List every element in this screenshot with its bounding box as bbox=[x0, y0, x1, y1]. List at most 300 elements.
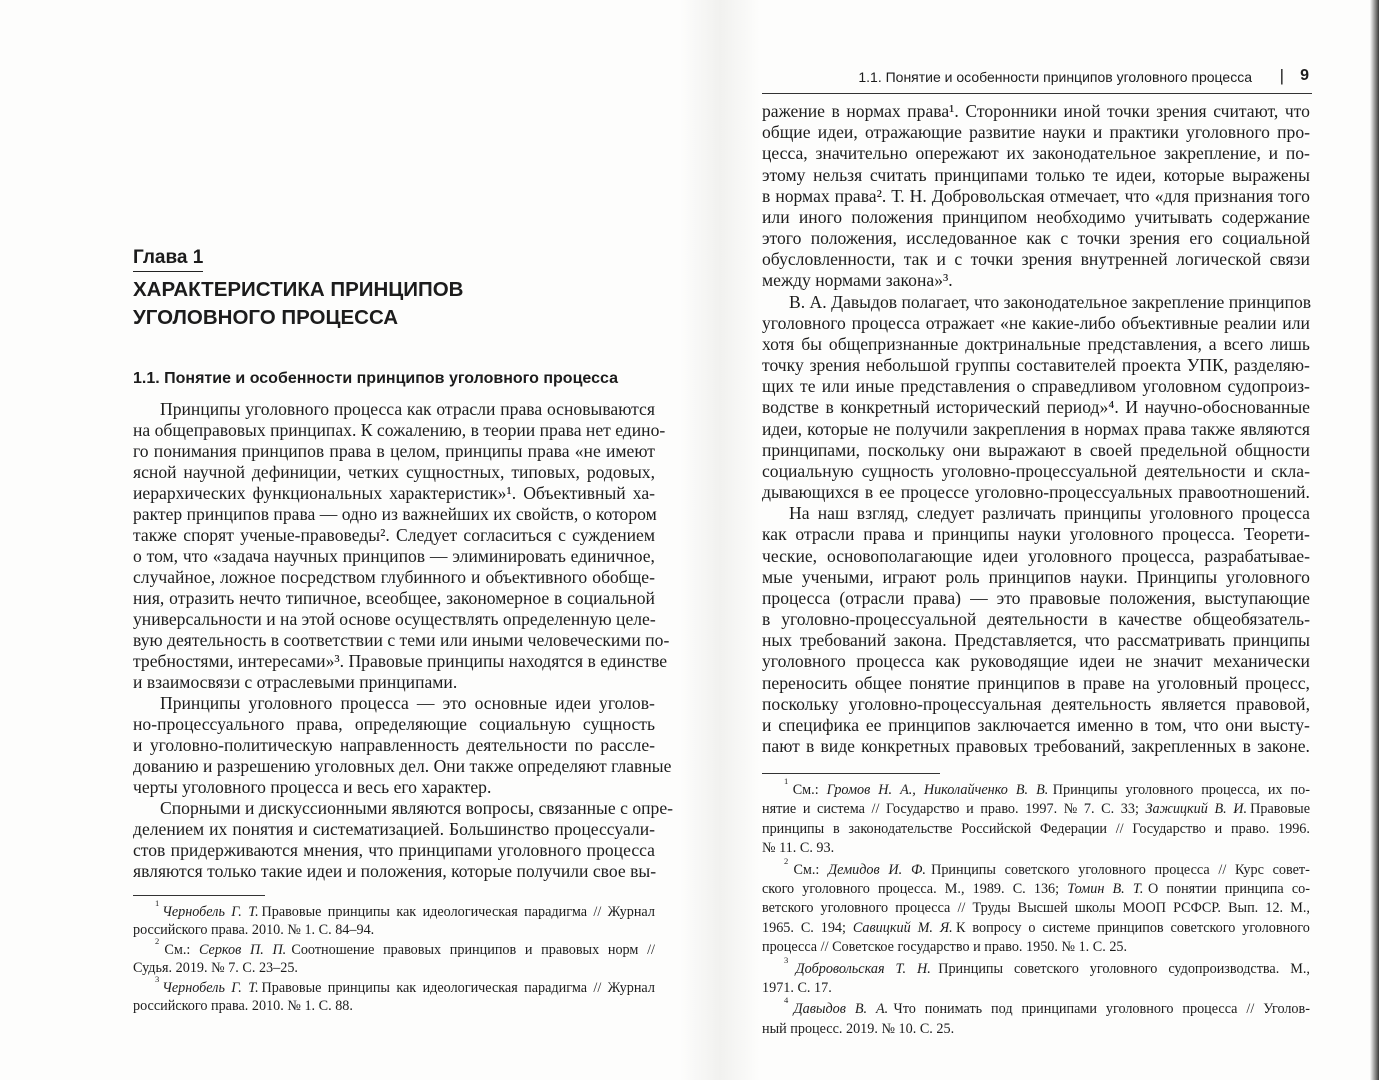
word: на bbox=[1132, 672, 1155, 693]
word: принципы bbox=[327, 904, 394, 920]
word: как bbox=[406, 399, 436, 419]
text-line bbox=[762, 630, 1310, 651]
word: идеологическая bbox=[422, 980, 522, 996]
word: значительно bbox=[815, 143, 913, 164]
word: науки bbox=[1042, 122, 1091, 143]
word: процесса bbox=[1154, 861, 1214, 878]
word: А., bbox=[900, 782, 920, 798]
word: скла- bbox=[1271, 460, 1310, 481]
word: суждением bbox=[572, 525, 655, 545]
word: // bbox=[1246, 1001, 1258, 1018]
word: этой bbox=[301, 609, 340, 629]
word: отражает bbox=[925, 312, 999, 333]
left-page-body bbox=[133, 399, 673, 882]
word: 33; bbox=[1120, 801, 1143, 818]
word: нет bbox=[585, 420, 616, 440]
word: и bbox=[973, 939, 985, 956]
text-line bbox=[762, 609, 1310, 630]
word: идеи bbox=[1079, 651, 1120, 672]
word: С. bbox=[1101, 801, 1118, 818]
word: законодательное bbox=[1003, 291, 1132, 312]
word: «задача bbox=[212, 546, 274, 566]
word: общности bbox=[1235, 439, 1310, 460]
word: вы- bbox=[630, 861, 657, 881]
text-line bbox=[762, 249, 1310, 270]
word: ха- bbox=[632, 483, 655, 503]
word: идеологическая bbox=[422, 904, 522, 920]
word: взаимосвязи bbox=[146, 672, 245, 692]
word: процесса bbox=[1241, 503, 1310, 524]
word: точки bbox=[1107, 101, 1155, 121]
word: и bbox=[802, 801, 814, 818]
word: правовой, bbox=[1236, 693, 1310, 714]
word: принципов bbox=[186, 504, 274, 524]
word: 12. bbox=[1265, 900, 1287, 917]
word: являются bbox=[391, 798, 466, 818]
word: учитывать bbox=[1134, 206, 1217, 227]
word: бы bbox=[801, 333, 827, 354]
word: или bbox=[1282, 312, 1310, 333]
text-line bbox=[133, 735, 655, 756]
word: права bbox=[273, 504, 320, 524]
word: Уголов- bbox=[1263, 1001, 1310, 1018]
word: этого bbox=[762, 228, 806, 249]
word: С. bbox=[318, 922, 336, 938]
text-line bbox=[762, 207, 1310, 228]
word: совет- bbox=[1272, 861, 1310, 878]
text-line bbox=[133, 672, 655, 693]
word: о bbox=[1028, 919, 1039, 936]
word: их bbox=[1006, 143, 1030, 164]
word: группы bbox=[955, 355, 1015, 376]
word: так bbox=[903, 249, 933, 270]
word: закрепление, bbox=[1163, 143, 1266, 164]
word: права¹. bbox=[907, 101, 964, 121]
text-line bbox=[762, 673, 1310, 694]
word: — bbox=[970, 587, 993, 608]
word: процесса bbox=[270, 777, 344, 797]
word: точки bbox=[1077, 228, 1125, 249]
word: того bbox=[1278, 185, 1310, 206]
word: Правовые bbox=[261, 980, 325, 996]
word: отмечает, bbox=[1049, 185, 1125, 206]
word: уголовного bbox=[762, 651, 851, 672]
word: процесса, bbox=[1121, 545, 1199, 566]
word: уголовного bbox=[1078, 861, 1150, 878]
word: 1965. bbox=[762, 919, 798, 936]
word: четких bbox=[347, 462, 404, 482]
running-header-title: 1.1. Понятие и особенности принципов уголовного процесса bbox=[858, 69, 1252, 85]
word: в bbox=[831, 101, 845, 121]
word: в bbox=[762, 185, 775, 206]
word: Правовые bbox=[261, 904, 325, 920]
footnote-number: 1 bbox=[784, 776, 789, 786]
word: процессе bbox=[900, 482, 974, 503]
word: те bbox=[1092, 164, 1113, 185]
word: точки bbox=[970, 249, 1018, 270]
word: Спорными bbox=[160, 798, 245, 818]
word: ученые-правоведы². bbox=[240, 525, 395, 545]
word: Н. bbox=[917, 960, 931, 977]
word: На bbox=[789, 503, 814, 524]
word: принципов bbox=[1228, 291, 1312, 312]
word: Государство bbox=[1132, 820, 1210, 837]
footnote-line bbox=[762, 880, 1310, 899]
chapter-label: Глава 1 bbox=[133, 247, 203, 272]
word: Я. bbox=[939, 919, 953, 936]
text-line bbox=[133, 462, 655, 483]
footnote-line bbox=[762, 979, 1310, 998]
word: нормами bbox=[815, 270, 886, 291]
word: Давыдов bbox=[793, 1001, 850, 1018]
word: 1996. bbox=[1278, 820, 1310, 837]
text-line bbox=[762, 715, 1310, 736]
word: принципами bbox=[1021, 1001, 1101, 1018]
chapter-title bbox=[133, 276, 463, 332]
text-line bbox=[133, 861, 655, 882]
word: стов bbox=[133, 840, 170, 860]
word: Федерации bbox=[1039, 820, 1111, 837]
word: И bbox=[1125, 397, 1143, 418]
word: принципов bbox=[977, 672, 1065, 693]
text-line bbox=[762, 397, 1310, 418]
word: нятие bbox=[762, 801, 800, 818]
word: 1. bbox=[304, 998, 319, 1014]
word: 1971. bbox=[762, 980, 798, 997]
word: С. bbox=[1092, 939, 1110, 956]
word: весь bbox=[356, 777, 394, 797]
word: наш bbox=[817, 503, 853, 524]
word: закрепления bbox=[972, 418, 1071, 439]
word: важнейших bbox=[402, 504, 494, 524]
word: 7. bbox=[1083, 801, 1099, 818]
running-header-separator: | bbox=[1279, 66, 1284, 85]
word: 7. bbox=[228, 960, 243, 976]
word: // bbox=[957, 900, 969, 917]
word: они bbox=[1225, 714, 1258, 735]
word: закона»³. bbox=[885, 270, 953, 291]
word: закрепленных bbox=[1131, 736, 1241, 757]
word: норм bbox=[607, 942, 642, 958]
word: МООП bbox=[1122, 900, 1170, 917]
word: выражают bbox=[988, 439, 1070, 460]
word: 84–94. bbox=[335, 922, 375, 938]
word: Т. bbox=[248, 980, 259, 996]
word: находятся bbox=[508, 651, 588, 671]
word: понимать bbox=[924, 1001, 986, 1018]
word: и bbox=[762, 714, 776, 735]
word: свое bbox=[592, 861, 631, 881]
word: в bbox=[1098, 609, 1112, 630]
word: уголовного bbox=[248, 693, 337, 713]
word: разрешению bbox=[216, 756, 315, 776]
word: и bbox=[298, 819, 313, 839]
footnote-divider bbox=[133, 895, 265, 896]
word: по- bbox=[1285, 143, 1310, 164]
word: систематизацией. bbox=[312, 819, 449, 839]
word: что bbox=[368, 840, 398, 860]
word: и bbox=[1253, 460, 1268, 481]
word: как bbox=[935, 651, 965, 672]
word: единичное, bbox=[570, 546, 655, 566]
word: в bbox=[376, 441, 390, 461]
word: права². bbox=[834, 185, 891, 206]
word: мые bbox=[762, 566, 798, 587]
word: которые bbox=[1163, 164, 1229, 185]
word: в bbox=[864, 482, 878, 503]
word: С. bbox=[919, 1020, 937, 1037]
word: 1. bbox=[1078, 939, 1093, 956]
word: парадигма bbox=[524, 904, 591, 920]
word: 2010. bbox=[251, 922, 288, 938]
word: права. bbox=[211, 922, 252, 938]
text-line bbox=[133, 420, 666, 441]
word: О bbox=[1148, 881, 1162, 898]
word: опережают bbox=[915, 143, 1004, 164]
word: и bbox=[1214, 820, 1226, 837]
text-line bbox=[762, 143, 1310, 164]
word: принципом bbox=[942, 206, 1032, 227]
word: праве bbox=[1082, 672, 1130, 693]
word: ражение bbox=[762, 101, 830, 121]
word: в bbox=[806, 736, 819, 757]
word: ный bbox=[762, 1020, 791, 1037]
word: Труды bbox=[972, 900, 1015, 917]
paragraph bbox=[133, 399, 670, 693]
word: уголовный bbox=[1157, 672, 1243, 693]
footnote-line bbox=[133, 997, 655, 1015]
footnote-line bbox=[762, 1020, 1310, 1039]
word: период»⁴. bbox=[1046, 397, 1124, 418]
word: 93. bbox=[816, 840, 835, 857]
word: Ф. bbox=[910, 861, 926, 878]
footnote bbox=[133, 974, 655, 1015]
footnote-line bbox=[133, 936, 655, 959]
word: № bbox=[287, 922, 305, 938]
word: которые bbox=[807, 418, 873, 439]
word: на bbox=[280, 609, 302, 629]
word: в bbox=[587, 651, 601, 671]
word: принципы bbox=[445, 441, 527, 461]
paragraph bbox=[762, 503, 1310, 757]
text-line bbox=[762, 228, 1310, 249]
text-line bbox=[762, 546, 1310, 567]
word: являются bbox=[1240, 418, 1310, 439]
word: проекта bbox=[1121, 355, 1186, 376]
word: уголовного bbox=[1105, 1001, 1178, 1018]
word: А. bbox=[809, 291, 832, 312]
word: связи bbox=[1269, 249, 1310, 270]
word: следует bbox=[916, 503, 979, 524]
text-line bbox=[762, 440, 1310, 461]
word: Большинство bbox=[448, 819, 554, 839]
word: единстве bbox=[600, 651, 668, 671]
word: но-процессуального bbox=[133, 714, 289, 734]
chapter-title-line: ХАРАКТЕРИСТИКА ПРИНЦИПОВ bbox=[133, 278, 464, 301]
text-line bbox=[133, 399, 655, 420]
word: отразить bbox=[169, 588, 239, 608]
text-line bbox=[133, 777, 655, 798]
word: Они bbox=[433, 756, 470, 776]
word: Принципы bbox=[160, 399, 245, 419]
word: их bbox=[1267, 782, 1287, 798]
footnote bbox=[133, 898, 655, 939]
word: государство bbox=[897, 939, 974, 956]
word: 1997. bbox=[1025, 801, 1061, 818]
word: понимания bbox=[153, 441, 241, 461]
footnote-line bbox=[133, 898, 655, 921]
word: система bbox=[817, 801, 869, 818]
word: дованию bbox=[133, 756, 204, 776]
word: уголовного bbox=[1242, 919, 1310, 936]
word: его bbox=[1189, 228, 1218, 249]
footnote-line bbox=[762, 839, 1310, 858]
word: В. bbox=[854, 1001, 871, 1018]
word: иной bbox=[1063, 101, 1105, 121]
word: иными bbox=[472, 630, 528, 650]
word: понятии bbox=[1166, 881, 1221, 898]
word: парадигма bbox=[524, 980, 591, 996]
word: являются bbox=[133, 861, 208, 881]
paragraph bbox=[133, 798, 673, 882]
word: уголовного bbox=[762, 312, 851, 333]
word: разделяю- bbox=[1234, 355, 1310, 376]
word: и bbox=[1268, 143, 1283, 164]
book-gutter bbox=[680, 0, 760, 1080]
word: как bbox=[396, 904, 420, 920]
word: социальную bbox=[479, 714, 576, 734]
word: процессуали- bbox=[554, 819, 655, 839]
word: характеристик»¹. bbox=[389, 483, 521, 503]
word: общее bbox=[854, 672, 907, 693]
word: идеи, bbox=[817, 122, 863, 143]
word: Демидов bbox=[828, 861, 884, 878]
word: процесса bbox=[851, 312, 925, 333]
word: деятельность bbox=[167, 630, 271, 650]
word: — bbox=[319, 504, 342, 524]
word: права bbox=[539, 420, 586, 440]
word: иерархических bbox=[133, 483, 250, 503]
text-line bbox=[762, 122, 1310, 143]
text-line bbox=[762, 567, 1310, 588]
word: придерживаются bbox=[170, 840, 303, 860]
word: Вып. bbox=[1228, 900, 1262, 917]
word: элиминировать bbox=[452, 546, 571, 566]
word: взгляд, bbox=[856, 503, 913, 524]
word: // bbox=[593, 904, 605, 920]
word: рактер bbox=[133, 504, 187, 524]
word: советского bbox=[1014, 960, 1083, 977]
word: С. bbox=[800, 919, 818, 936]
word: определенную bbox=[502, 609, 617, 629]
word: одно bbox=[341, 504, 382, 524]
word: и bbox=[1092, 122, 1107, 143]
word: о bbox=[1016, 376, 1030, 397]
word: зрения bbox=[1129, 228, 1185, 249]
word: // bbox=[1115, 820, 1128, 837]
word: представления bbox=[900, 376, 1015, 397]
word: Журнал bbox=[607, 980, 655, 996]
right-page-footnotes bbox=[762, 776, 1310, 1041]
text-line bbox=[762, 376, 1310, 397]
word: общеобязатель- bbox=[1192, 609, 1310, 630]
word: законодательное bbox=[1032, 143, 1161, 164]
word: См.: bbox=[164, 942, 194, 958]
word: котором bbox=[595, 504, 657, 524]
word: право. bbox=[984, 939, 1027, 956]
word: процесса bbox=[856, 651, 930, 672]
word: ского bbox=[762, 881, 798, 898]
word: считать bbox=[869, 164, 931, 185]
word: правовых bbox=[541, 942, 603, 958]
word: небольшой bbox=[865, 355, 954, 376]
word: заключается bbox=[977, 714, 1075, 735]
word: Добровольская bbox=[931, 185, 1050, 206]
word: в bbox=[470, 420, 484, 440]
text-line bbox=[762, 694, 1310, 715]
word: мнения, bbox=[303, 840, 368, 860]
word: лишь bbox=[1270, 333, 1310, 354]
word: ния, bbox=[133, 588, 169, 608]
word: и bbox=[936, 249, 951, 270]
running-header bbox=[762, 66, 1312, 94]
word: представления, bbox=[1087, 333, 1207, 354]
word: они bbox=[952, 439, 985, 460]
word: их bbox=[209, 819, 232, 839]
word: школы bbox=[1074, 900, 1120, 917]
footnote bbox=[762, 776, 1310, 859]
word: нечто bbox=[239, 588, 286, 608]
word: исторический bbox=[936, 397, 1045, 418]
footnote-line bbox=[133, 959, 655, 977]
word: в bbox=[1139, 714, 1153, 735]
chapter-title-line: УГОЛОВНОГО ПРОЦЕССА bbox=[133, 306, 399, 329]
text-line bbox=[133, 840, 655, 861]
paragraph bbox=[762, 292, 1310, 504]
word: К bbox=[360, 420, 377, 440]
word: только bbox=[1035, 164, 1090, 185]
word: в bbox=[1070, 418, 1084, 439]
word: См.: bbox=[792, 782, 823, 798]
word: уголовного bbox=[497, 840, 586, 860]
text-line bbox=[762, 313, 1310, 334]
word: правоотношений. bbox=[1178, 482, 1310, 503]
word: Николайченко bbox=[923, 782, 1012, 798]
word: уголовно-процессуальной bbox=[781, 609, 981, 630]
word: деятельности bbox=[987, 609, 1093, 630]
section-heading: 1.1. Понятие и особенности принципов уголовного процесса bbox=[133, 370, 618, 387]
word: посредством bbox=[280, 567, 381, 587]
word: осуществлять bbox=[394, 609, 503, 629]
text-line bbox=[762, 270, 1310, 291]
word: Теорети- bbox=[1243, 524, 1310, 545]
word: В. bbox=[1015, 782, 1032, 798]
word: Советское bbox=[832, 939, 898, 956]
word: К bbox=[956, 919, 970, 936]
word: и bbox=[203, 756, 217, 776]
word: уголовного bbox=[182, 777, 271, 797]
word: А. bbox=[875, 1001, 889, 1018]
word: реалии bbox=[1224, 312, 1281, 333]
word: внутренней bbox=[1080, 249, 1173, 270]
word: высту- bbox=[1259, 714, 1310, 735]
word: (отрасли bbox=[839, 587, 909, 608]
word: науки. bbox=[1080, 566, 1133, 587]
word: общие bbox=[762, 122, 815, 143]
word: том, bbox=[1155, 714, 1191, 735]
footnote-number: 4 bbox=[784, 995, 789, 1006]
word: основополагающие bbox=[826, 545, 978, 566]
